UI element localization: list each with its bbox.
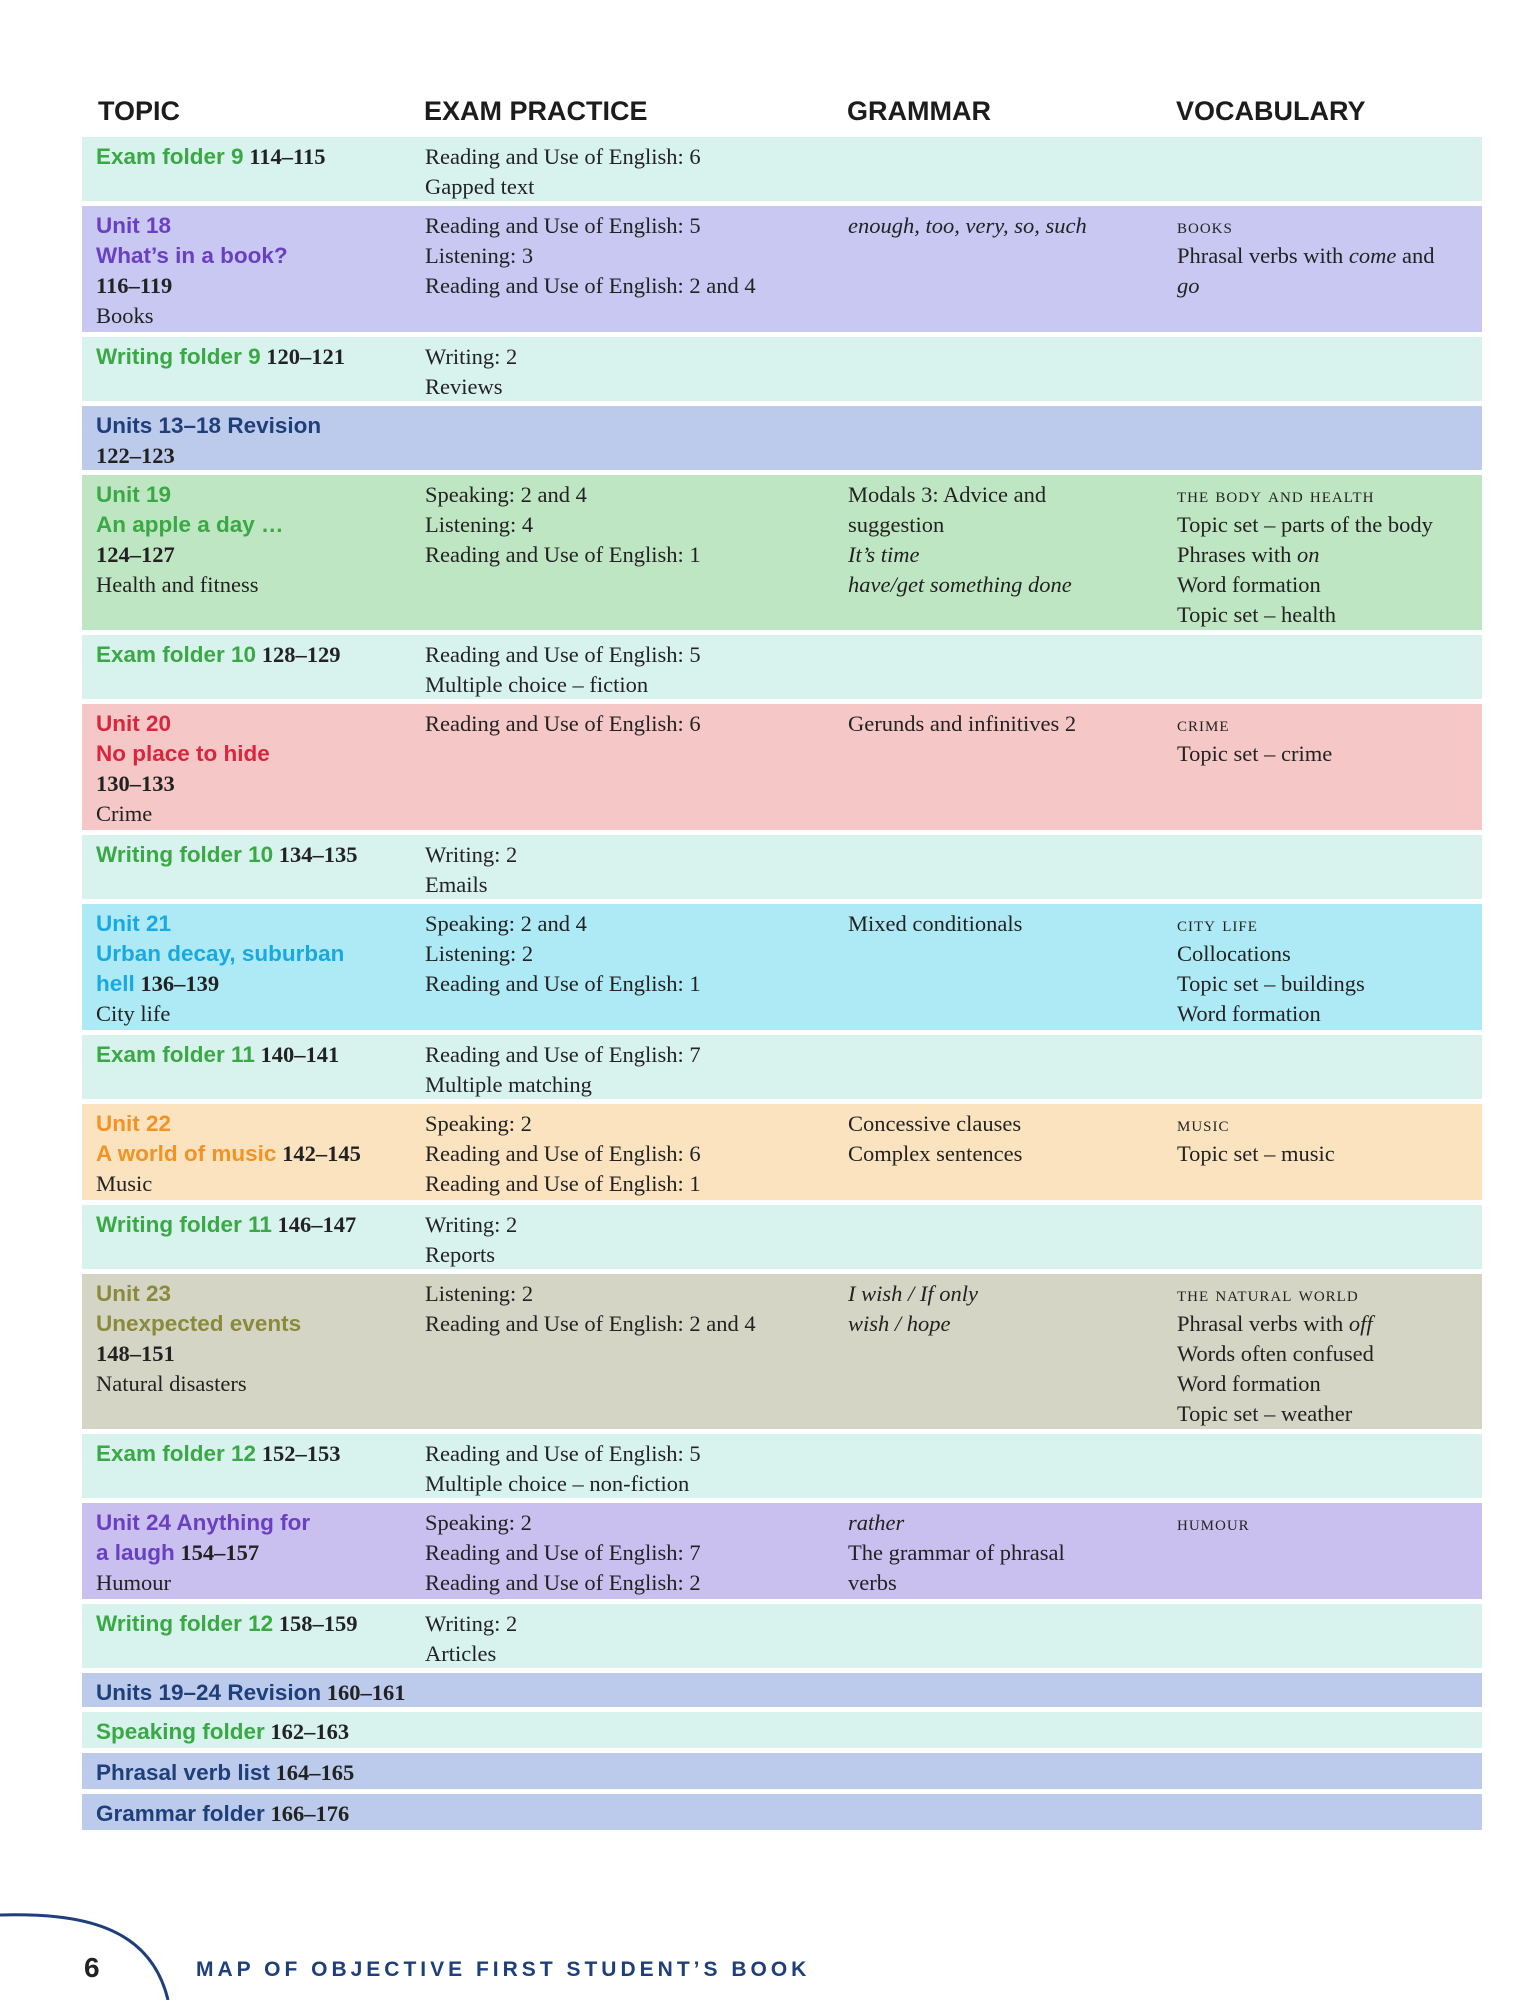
vocabulary-text: Topic set – parts of the body	[1177, 512, 1433, 537]
vocabulary-cell	[1177, 709, 1477, 769]
grammar-line	[848, 510, 1148, 540]
exam-practice-line: Listening: 2	[425, 1281, 534, 1306]
topic-line	[96, 1439, 416, 1469]
topic-line	[96, 769, 416, 799]
topic-title: Exam folder 9	[96, 144, 244, 169]
vocabulary-line	[1177, 600, 1477, 630]
header-vocabulary: VOCABULARY	[1176, 96, 1366, 126]
grammar-line	[848, 1139, 1148, 1169]
vocabulary-topic-heading: crime	[1177, 712, 1230, 736]
topic-title: Speaking folder	[96, 1719, 265, 1744]
topic-line	[96, 411, 416, 441]
topic-line	[96, 1339, 416, 1369]
page-range: 158–159	[278, 1611, 358, 1636]
vocabulary-line	[1177, 969, 1477, 999]
grammar-italic-text: rather	[848, 1510, 905, 1535]
exam-practice-cell	[425, 1109, 835, 1199]
vocabulary-line	[1177, 1309, 1477, 1339]
exam-practice-line: Multiple matching	[425, 1072, 592, 1097]
page-range: 120–121	[266, 344, 345, 369]
topic-line	[96, 1139, 416, 1169]
vocabulary-text: Words often confused	[1177, 1341, 1374, 1366]
exam-practice-line: Gapped text	[425, 174, 535, 199]
topic-line	[96, 241, 416, 271]
grammar-text: Modals 3: Advice and	[848, 482, 1047, 507]
table-row	[82, 1673, 1482, 1707]
topic-subject: Health and fitness	[96, 572, 259, 597]
page-range: 142–145	[282, 1141, 361, 1166]
vocabulary-cell	[1177, 909, 1477, 1029]
vocabulary-text: Topic set – music	[1177, 1141, 1335, 1166]
topic-cell	[96, 1758, 416, 1788]
grammar-line	[848, 709, 1148, 739]
topic-line	[96, 142, 416, 172]
grammar-text: suggestion	[848, 512, 945, 537]
topic-title: Grammar folder	[96, 1801, 265, 1826]
grammar-text: Complex sentences	[848, 1141, 1023, 1166]
footer-title: MAP OF OBJECTIVE FIRST STUDENT’S BOOK	[196, 1958, 811, 1981]
vocabulary-line	[1177, 1339, 1477, 1369]
topic-cell	[96, 1040, 416, 1070]
table-header	[82, 96, 1482, 134]
topic-subject: Books	[96, 303, 154, 328]
page-range: 116–119	[96, 273, 173, 298]
topic-line	[96, 739, 416, 769]
exam-practice-line: Reading and Use of English: 1	[425, 542, 701, 567]
topic-line	[96, 480, 416, 510]
exam-practice-line: Speaking: 2 and 4	[425, 482, 587, 507]
exam-practice-line: Multiple choice – non-fiction	[425, 1471, 690, 1496]
topic-title: Unexpected events	[96, 1311, 302, 1336]
topic-title: What’s in a book?	[96, 243, 288, 268]
table-row	[82, 1794, 1482, 1830]
vocabulary-text: Word formation	[1177, 1001, 1321, 1026]
exam-practice-line: Reading and Use of English: 6	[425, 144, 701, 169]
topic-line	[96, 840, 416, 870]
vocabulary-line	[1177, 1508, 1477, 1538]
exam-practice-line: Reading and Use of English: 5	[425, 213, 701, 238]
page-range: 130–133	[96, 771, 175, 796]
topic-subject: Music	[96, 1171, 153, 1196]
grammar-italic-text: enough, too, very, so, such	[848, 213, 1087, 238]
exam-practice-line: Reviews	[425, 374, 503, 399]
page-range: 124–127	[96, 542, 175, 567]
exam-practice-line: Listening: 3	[425, 243, 534, 268]
footer-curve-decoration	[0, 1905, 200, 2000]
vocabulary-topic-heading: books	[1177, 214, 1233, 238]
topic-title: Units 19–24 Revision	[96, 1680, 322, 1705]
vocabulary-line	[1177, 570, 1477, 600]
exam-practice-line: Speaking: 2	[425, 1510, 532, 1535]
grammar-line	[848, 1309, 1148, 1339]
vocabulary-italic-text: come	[1348, 243, 1397, 268]
topic-title: Unit 21	[96, 911, 172, 936]
exam-practice-cell	[425, 142, 835, 202]
grammar-italic-text: I wish / If only	[848, 1281, 978, 1306]
topic-cell	[96, 480, 416, 600]
vocabulary-cell	[1177, 1508, 1477, 1538]
vocabulary-line	[1177, 241, 1477, 271]
topic-title: Unit 19	[96, 482, 172, 507]
topic-cell	[96, 840, 416, 870]
exam-practice-line: Listening: 4	[425, 512, 534, 537]
grammar-cell	[848, 909, 1148, 939]
topic-line	[96, 1609, 416, 1639]
topic-line	[96, 540, 416, 570]
topic-title: Unit 20	[96, 711, 172, 736]
table-row	[82, 1434, 1482, 1498]
topic-line	[96, 640, 416, 670]
exam-practice-line: Writing: 2	[425, 1212, 518, 1237]
grammar-line	[848, 1508, 1148, 1538]
exam-practice-line: Speaking: 2	[425, 1111, 532, 1136]
header-grammar: GRAMMAR	[847, 96, 991, 126]
exam-practice-cell	[425, 909, 835, 999]
page-range: 134–135	[278, 842, 358, 867]
vocabulary-text: Topic set – crime	[1177, 741, 1333, 766]
topic-line	[96, 1758, 416, 1788]
topic-line	[96, 709, 416, 739]
vocabulary-line	[1177, 510, 1477, 540]
table-row	[82, 1035, 1482, 1099]
topic-title: An apple a day …	[96, 512, 284, 537]
topic-title: Writing folder 10	[96, 842, 274, 867]
table-row	[82, 406, 1482, 470]
table-row	[82, 635, 1482, 699]
topic-cell	[96, 909, 416, 1029]
exam-practice-line: Reading and Use of English: 2 and 4	[425, 1311, 756, 1336]
vocabulary-topic-heading: the natural world	[1177, 1282, 1359, 1306]
exam-practice-cell	[425, 342, 835, 402]
vocabulary-line	[1177, 739, 1477, 769]
topic-title: Writing folder 11	[96, 1212, 272, 1237]
topic-cell	[96, 1279, 416, 1399]
grammar-cell	[848, 1109, 1148, 1169]
page-range: 154–157	[180, 1540, 260, 1565]
exam-practice-cell	[425, 480, 835, 570]
grammar-cell	[848, 211, 1148, 241]
topic-line	[96, 799, 416, 829]
vocabulary-line	[1177, 1369, 1477, 1399]
topic-title: hell	[96, 971, 135, 996]
grammar-text: Concessive clauses	[848, 1111, 1022, 1136]
exam-practice-line: Reading and Use of English: 1	[425, 1171, 701, 1196]
topic-line	[96, 1538, 416, 1568]
vocabulary-italic-text: on	[1297, 542, 1320, 567]
grammar-line	[848, 211, 1148, 241]
topic-title: Unit 23	[96, 1281, 172, 1306]
table-row	[82, 1503, 1482, 1599]
header-topic: TOPIC	[98, 96, 181, 126]
exam-practice-cell	[425, 1210, 835, 1270]
topic-cell	[96, 211, 416, 331]
grammar-line	[848, 1279, 1148, 1309]
vocabulary-topic-heading: music	[1177, 1112, 1230, 1136]
table-row	[82, 835, 1482, 899]
topic-title: a laugh	[96, 1540, 175, 1565]
exam-practice-line: Reading and Use of English: 6	[425, 1141, 701, 1166]
page-range: 146–147	[277, 1212, 357, 1237]
topic-cell	[96, 1508, 416, 1598]
topic-line	[96, 1040, 416, 1070]
topic-cell	[96, 709, 416, 829]
grammar-text: verbs	[848, 1570, 897, 1595]
exam-practice-cell	[425, 640, 835, 700]
vocabulary-line	[1177, 211, 1477, 241]
topic-line	[96, 342, 416, 372]
vocabulary-topic-heading: humour	[1177, 1511, 1250, 1535]
exam-practice-cell	[425, 1279, 835, 1339]
vocabulary-italic-text: go	[1177, 273, 1200, 298]
table-row	[82, 704, 1482, 830]
vocabulary-text: Word formation	[1177, 572, 1321, 597]
topic-line	[96, 1568, 416, 1598]
exam-practice-line: Reports	[425, 1242, 495, 1267]
table-row	[82, 137, 1482, 201]
vocabulary-text: Topic set – weather	[1177, 1401, 1353, 1426]
topic-line	[96, 1799, 416, 1829]
table-row	[82, 1753, 1482, 1789]
vocabulary-line	[1177, 939, 1477, 969]
grammar-text: The grammar of phrasal	[848, 1540, 1065, 1565]
topic-title: Unit 22	[96, 1111, 172, 1136]
vocabulary-line	[1177, 1279, 1477, 1309]
topic-line	[96, 211, 416, 241]
vocabulary-text: Topic set – health	[1177, 602, 1337, 627]
vocabulary-text: Phrasal verbs with	[1177, 1311, 1349, 1336]
page-range: 136–139	[140, 971, 220, 996]
vocabulary-line	[1177, 909, 1477, 939]
exam-practice-line: Multiple choice – fiction	[425, 672, 649, 697]
contents-table	[82, 137, 1482, 1835]
page-range: 160–161	[326, 1680, 406, 1705]
topic-line	[96, 939, 416, 969]
topic-cell	[96, 1439, 416, 1469]
exam-practice-line: Listening: 2	[425, 941, 534, 966]
page-range: 162–163	[270, 1719, 350, 1744]
vocabulary-italic-text: off	[1348, 1311, 1373, 1336]
grammar-line	[848, 480, 1148, 510]
header-exam-practice: EXAM PRACTICE	[424, 96, 648, 126]
topic-title: Unit 18	[96, 213, 172, 238]
topic-line	[96, 1678, 416, 1708]
vocabulary-text: Topic set – buildings	[1177, 971, 1365, 996]
grammar-cell	[848, 480, 1148, 600]
topic-cell	[96, 1210, 416, 1240]
vocabulary-cell	[1177, 1279, 1477, 1429]
topic-subject: Crime	[96, 801, 153, 826]
exam-practice-cell	[425, 211, 835, 301]
page-number: 6	[84, 1952, 100, 1983]
grammar-line	[848, 1568, 1148, 1598]
vocabulary-line	[1177, 709, 1477, 739]
exam-practice-line: Reading and Use of English: 5	[425, 1441, 701, 1466]
page-range: 164–165	[275, 1760, 355, 1785]
topic-title: Exam folder 10	[96, 642, 257, 667]
vocabulary-line	[1177, 480, 1477, 510]
vocabulary-topic-heading: city life	[1177, 912, 1258, 936]
exam-practice-line: Writing: 2	[425, 344, 518, 369]
topic-cell	[96, 1799, 416, 1829]
grammar-text: Mixed conditionals	[848, 911, 1023, 936]
exam-practice-cell	[425, 1609, 835, 1669]
topic-title: Writing folder 12	[96, 1611, 274, 1636]
page-range: 166–176	[270, 1801, 350, 1826]
grammar-italic-text: wish / hope	[848, 1311, 951, 1336]
topic-line	[96, 1109, 416, 1139]
topic-line	[96, 1210, 416, 1240]
topic-cell	[96, 142, 416, 172]
topic-line	[96, 1279, 416, 1309]
page-range: 152–153	[261, 1441, 341, 1466]
exam-practice-line: Emails	[425, 872, 488, 897]
topic-subject: Humour	[96, 1570, 171, 1595]
topic-title: A world of music	[96, 1141, 277, 1166]
exam-practice-cell	[425, 840, 835, 900]
topic-title: Exam folder 11	[96, 1042, 255, 1067]
topic-title: Phrasal verb list	[96, 1760, 270, 1785]
exam-practice-cell	[425, 1439, 835, 1499]
table-row	[82, 1712, 1482, 1748]
vocabulary-line	[1177, 999, 1477, 1029]
vocabulary-text: Phrases with	[1177, 542, 1297, 567]
topic-line	[96, 570, 416, 600]
vocabulary-line	[1177, 1139, 1477, 1169]
table-row	[82, 206, 1482, 332]
topic-line	[96, 969, 416, 999]
exam-practice-cell	[425, 709, 835, 739]
page-range: 128–129	[261, 642, 341, 667]
topic-cell	[96, 640, 416, 670]
topic-title: Unit 24 Anything for	[96, 1510, 311, 1535]
grammar-italic-text: have/get something done	[848, 572, 1072, 597]
topic-cell	[96, 1717, 416, 1747]
vocabulary-topic-heading: the body and health	[1177, 483, 1375, 507]
topic-line	[96, 441, 416, 471]
grammar-line	[848, 540, 1148, 570]
topic-line	[96, 1717, 416, 1747]
topic-title: No place to hide	[96, 741, 270, 766]
topic-line	[96, 999, 416, 1029]
topic-line	[96, 1369, 416, 1399]
table-row	[82, 475, 1482, 630]
topic-title: Writing folder 9	[96, 344, 261, 369]
grammar-cell	[848, 1508, 1148, 1598]
topic-cell	[96, 1678, 416, 1708]
table-row	[82, 1604, 1482, 1668]
vocabulary-text: Phrasal verbs with	[1177, 243, 1349, 268]
grammar-line	[848, 909, 1148, 939]
exam-practice-line: Speaking: 2 and 4	[425, 911, 587, 936]
grammar-text: Gerunds and infinitives 2	[848, 711, 1077, 736]
vocabulary-line	[1177, 1399, 1477, 1429]
exam-practice-line: Reading and Use of English: 2 and 4	[425, 273, 756, 298]
exam-practice-line: Reading and Use of English: 2	[425, 1570, 701, 1595]
exam-practice-line: Writing: 2	[425, 1611, 518, 1636]
exam-practice-line: Reading and Use of English: 1	[425, 971, 701, 996]
page-range: 122–123	[96, 443, 175, 468]
exam-practice-line: Reading and Use of English: 6	[425, 711, 701, 736]
topic-line	[96, 1169, 416, 1199]
grammar-line	[848, 1109, 1148, 1139]
page-range: 140–141	[260, 1042, 340, 1067]
table-row	[82, 1104, 1482, 1200]
topic-cell	[96, 342, 416, 372]
vocabulary-cell	[1177, 1109, 1477, 1169]
table-row	[82, 1205, 1482, 1269]
exam-practice-line: Articles	[425, 1641, 497, 1666]
table-row	[82, 1274, 1482, 1429]
topic-line	[96, 271, 416, 301]
table-row	[82, 337, 1482, 401]
vocabulary-line	[1177, 1109, 1477, 1139]
page-range: 148–151	[96, 1341, 175, 1366]
vocabulary-line	[1177, 271, 1477, 301]
exam-practice-line: Reading and Use of English: 7	[425, 1042, 701, 1067]
topic-line	[96, 1309, 416, 1339]
exam-practice-line: Reading and Use of English: 5	[425, 642, 701, 667]
vocabulary-cell	[1177, 480, 1477, 630]
topic-cell	[96, 1609, 416, 1639]
topic-subject: City life	[96, 1001, 171, 1026]
topic-line	[96, 909, 416, 939]
exam-practice-cell	[425, 1040, 835, 1100]
grammar-italic-text: It’s time	[848, 542, 920, 567]
topic-line	[96, 301, 416, 331]
grammar-cell	[848, 1279, 1148, 1339]
vocabulary-line	[1177, 540, 1477, 570]
vocabulary-cell	[1177, 211, 1477, 301]
topic-line	[96, 510, 416, 540]
topic-subject: Natural disasters	[96, 1371, 247, 1396]
vocabulary-text: Word formation	[1177, 1371, 1321, 1396]
vocabulary-text: Collocations	[1177, 941, 1291, 966]
grammar-line	[848, 570, 1148, 600]
exam-practice-cell	[425, 1508, 835, 1598]
page-range: 114–115	[249, 144, 326, 169]
topic-cell	[96, 1109, 416, 1199]
topic-title: Urban decay, suburban	[96, 941, 345, 966]
grammar-line	[848, 1538, 1148, 1568]
exam-practice-line: Reading and Use of English: 7	[425, 1540, 701, 1565]
table-row	[82, 904, 1482, 1030]
topic-cell	[96, 411, 416, 471]
topic-title: Exam folder 12	[96, 1441, 257, 1466]
exam-practice-line: Writing: 2	[425, 842, 518, 867]
topic-title: Units 13–18 Revision	[96, 413, 322, 438]
grammar-cell	[848, 709, 1148, 739]
topic-line	[96, 1508, 416, 1538]
vocabulary-text: and	[1396, 243, 1435, 268]
